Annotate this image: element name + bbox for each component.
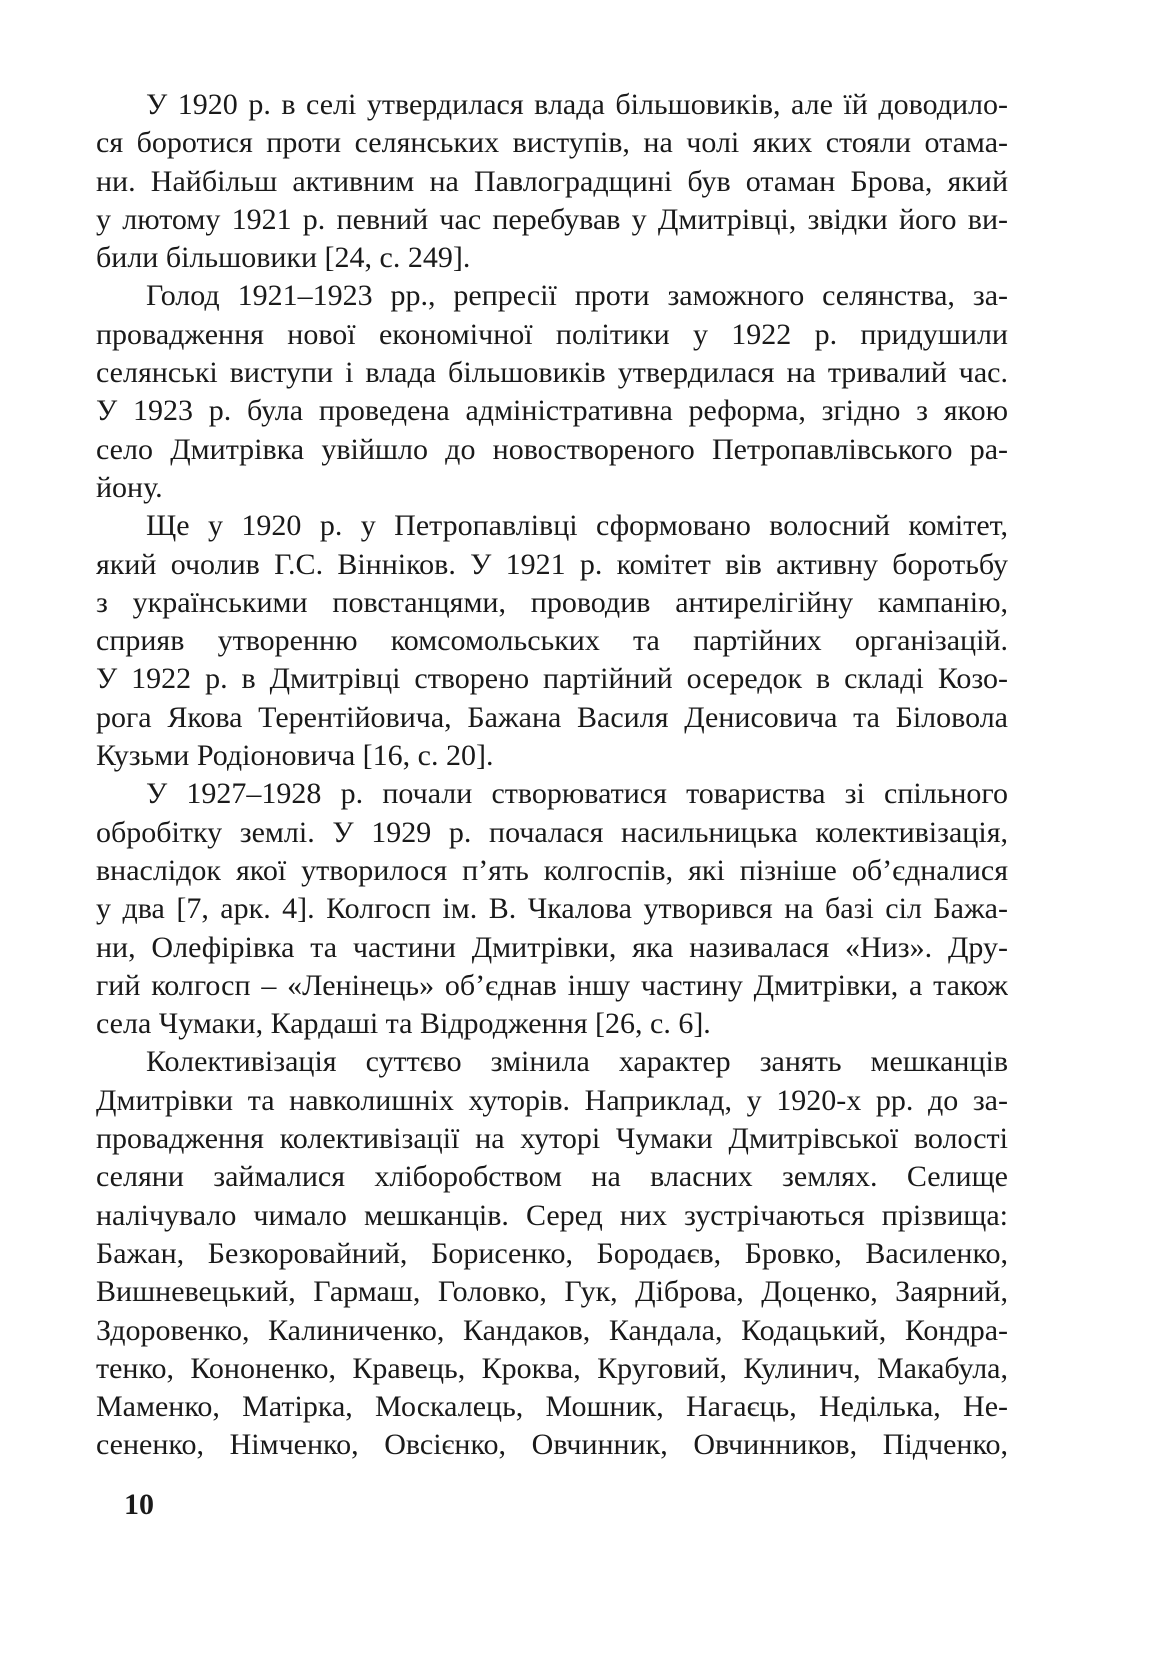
text-line: Бажан, Безкоровайний, Борисенко, Бородаєв, Бровко, Василенко,: [96, 1236, 1008, 1270]
paragraph: [96, 1043, 1008, 1464]
text-line: тенко, Кононенко, Кравець, Кроква, Круговий, Кулинич, Макабула,: [96, 1351, 1008, 1385]
text-line: ни, Олефірівка та частини Дмитрівки, яка називалася «Низ». Дру-: [96, 930, 1008, 964]
text-line: йону.: [96, 470, 163, 504]
text-line: Голод 1921–1923 рр., репресії проти заможного селянства, за-: [146, 279, 1008, 313]
text-line: у два [7, арк. 4]. Колгосп ім. В. Чкалова утворився на базі сіл Бажа-: [96, 892, 1008, 926]
text-line: села Чумаки, Кардаші та Відродження [26, с. 6].: [96, 1007, 711, 1041]
text-line: селяни займалися хліборобством на власних землях. Селище: [96, 1160, 1008, 1194]
text-line: обробітку землі. У 1929 р. почалася насильницька колективізація,: [96, 815, 1008, 849]
text-line: сприяв утворенню комсомольських та партійних організацій.: [96, 624, 1008, 658]
paragraph: [96, 507, 1008, 775]
text-line: ся боротися проти селянських виступів, на чолі яких стояли отама-: [96, 126, 1008, 160]
paragraph: [96, 277, 1008, 507]
page-number: 10: [124, 1488, 154, 1521]
text-line: Здоровенко, Калиниченко, Кандаков, Кандала, Кодацький, Кондра-: [96, 1313, 1008, 1347]
text-line: У 1927–1928 р. почали створюватися товариства зі спільного: [146, 777, 1008, 811]
text-line: провадження колективізації на хуторі Чумаки Дмитрівської волості: [96, 1122, 1008, 1156]
paragraph: [96, 775, 1008, 1043]
text-line: Кузьми Родіоновича [16, с. 20].: [96, 739, 494, 773]
text-line: били більшовики [24, с. 249].: [96, 241, 471, 275]
text-line: який очолив Г.С. Вінніков. У 1921 р. комітет вів активну боротьбу: [96, 547, 1008, 581]
text-line: селянські виступи і влада більшовиків утвердилася на тривалий час.: [96, 356, 1008, 390]
text-line: сененко, Німченко, Овсієнко, Овчинник, Овчинников, Підченко,: [96, 1428, 1008, 1462]
text-line: ни. Найбільш активним на Павлоградщині був отаман Брова, який: [96, 164, 1008, 198]
text-line: Вишневецький, Гармаш, Головко, Гук, Діброва, Доценко, Заярний,: [96, 1275, 1008, 1309]
text-line: село Дмитрівка увійшло до новоствореного Петропавлівського ра-: [96, 432, 1008, 466]
paragraph: [96, 86, 1008, 277]
text-line: Ще у 1920 р. у Петропавлівці сформовано волосний комітет,: [146, 509, 1008, 543]
text-line: гий колгосп – «Ленінець» об’єднав іншу частину Дмитрівки, а також: [96, 968, 1008, 1002]
text-line: Маменко, Матірка, Москалець, Мошник, Нагаєць, Неділька, Не-: [96, 1390, 1008, 1424]
text-line: У 1922 р. в Дмитрівці створено партійний осередок в складі Козо-: [96, 662, 1008, 696]
text-line: Дмитрівки та навколишніх хуторів. Наприклад, у 1920-х рр. до за-: [96, 1083, 1008, 1117]
text-line: налічувало чимало мешканців. Серед них зустрічаються прізвища:: [96, 1198, 1008, 1232]
text-line: рога Якова Терентійовича, Бажана Василя Денисовича та Біловола: [96, 700, 1008, 734]
text-line: У 1923 р. була проведена адміністративна реформа, згідно з якою: [96, 394, 1008, 428]
body-text: [96, 86, 1008, 1465]
text-line: провадження нової економічної політики у 1922 р. придушили: [96, 317, 1008, 351]
text-line: Колективізація суттєво змінила характер занять мешканців: [146, 1045, 1008, 1079]
text-line: У 1920 р. в селі утвердилася влада більшовиків, але їй доводило-: [146, 88, 1008, 121]
text-line: внаслідок якої утворилося п’ять колгоспів, які пізніше об’єдналися: [96, 853, 1008, 887]
text-line: у лютому 1921 р. певний час перебував у Дмитрівці, звідки його ви-: [96, 202, 1008, 236]
text-line: з українськими повстанцями, проводив антирелігійну кампанію,: [96, 585, 1008, 619]
